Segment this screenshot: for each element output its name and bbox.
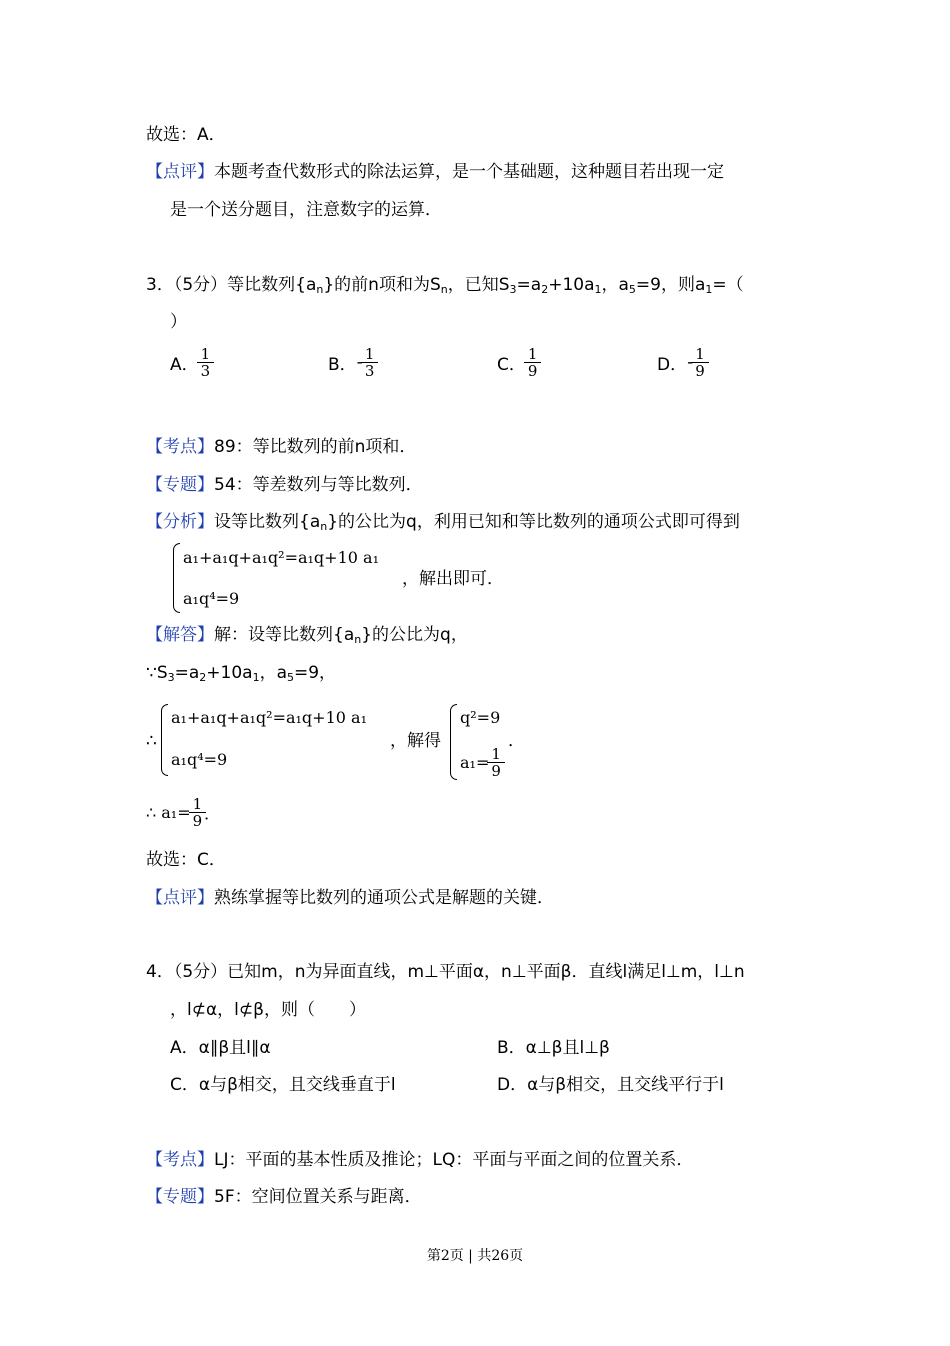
q3-stem-a: 3．（5分）等比数列{a xyxy=(146,275,317,295)
jieda-text-a: 解：设等比数列{a xyxy=(214,625,355,645)
q4-zhuanti xyxy=(146,1186,422,1208)
q4-option-a: A．α∥β且l∥α xyxy=(170,1038,271,1058)
q3-option-d xyxy=(657,346,707,379)
kaodian-tag: 【考点】 xyxy=(146,437,214,457)
review-tag: 【点评】 xyxy=(146,888,214,908)
q3-stem-b: }的前n项和为S xyxy=(323,275,441,295)
option-label: A． xyxy=(170,355,199,375)
q3-review xyxy=(146,887,554,909)
q3-stem-d: =a xyxy=(516,275,542,295)
q3-paren-close: ） xyxy=(170,312,187,332)
because-e: =9， xyxy=(294,663,337,683)
q3-fenxi xyxy=(146,511,740,538)
zhuanti-text: 54：等差数列与等比数列． xyxy=(214,475,423,495)
fraction-denominator: 3 xyxy=(200,362,211,380)
fraction-denominator: 9 xyxy=(527,362,538,380)
q3-because xyxy=(146,662,336,689)
q4-option-d: D．α与β相交，且交线平行于l xyxy=(497,1075,724,1095)
result-row2 xyxy=(460,746,503,779)
result-fraction xyxy=(489,746,503,779)
system-brace xyxy=(173,543,180,613)
option-sign: - xyxy=(687,352,694,373)
review-tag: 【点评】 xyxy=(146,162,214,182)
q3-sub: 1 xyxy=(705,283,713,296)
final-fraction xyxy=(191,796,205,829)
because-b: =a xyxy=(174,663,200,683)
fraction-denominator: 9 xyxy=(192,812,203,830)
system-brace xyxy=(161,704,168,776)
fraction-numerator: 1 xyxy=(695,345,705,363)
q3-zhuanti xyxy=(146,474,423,496)
jieda-sub: n xyxy=(354,633,362,646)
q3-jieda xyxy=(146,624,468,651)
because-sub: 3 xyxy=(167,671,175,684)
result-brace xyxy=(450,704,457,780)
final-lhs: ∴ a₁= xyxy=(146,803,191,822)
because-sub: 1 xyxy=(252,671,260,684)
solve-text: ，解得 xyxy=(390,731,441,751)
q3-sub: n xyxy=(440,283,448,296)
zhuanti-tag: 【专题】 xyxy=(146,475,214,495)
q3-sub: 5 xyxy=(628,283,636,296)
solve-system-row1: a₁+a₁q+a₁q²=a₁q+10 a₁ xyxy=(171,708,367,727)
because-c: +10a xyxy=(206,663,253,683)
q3-stem-c: ，已知S xyxy=(447,275,510,295)
because-sub: 2 xyxy=(199,671,207,684)
fenxi-system-row2: a₁q⁴=9 xyxy=(183,589,240,608)
option-fraction xyxy=(363,346,377,379)
q3-option-b xyxy=(328,346,376,379)
q3-sub: 2 xyxy=(541,283,549,296)
option-label: D． xyxy=(657,355,688,375)
because-sub: 5 xyxy=(287,671,294,684)
option-fraction xyxy=(199,346,213,379)
fenxi-text-b: }的公比为q，利用已知和等比数列的通项公式即可得到 xyxy=(327,512,740,532)
solve-system-row2: a₁q⁴=9 xyxy=(171,750,228,769)
prev-answer: 故选：A． xyxy=(146,125,226,145)
option-label: C． xyxy=(497,355,526,375)
result-lhs: a₁= xyxy=(460,753,490,772)
q3-sub: 3 xyxy=(509,283,517,296)
option-label: B． xyxy=(328,355,357,375)
q3-kaodian xyxy=(146,436,416,458)
prev-review-line1 xyxy=(146,161,724,183)
kaodian-text: LJ：平面的基本性质及推论；LQ：平面与平面之间的位置关系． xyxy=(214,1150,694,1170)
zhuanti-text: 5F：空间位置关系与距离． xyxy=(214,1187,422,1207)
jieda-tag: 【解答】 xyxy=(146,625,214,645)
therefore-symbol: ∴ xyxy=(146,731,157,751)
final-dot: ． xyxy=(204,804,221,823)
q3-stem-f: ，a xyxy=(601,275,629,295)
option-sign: - xyxy=(356,352,363,373)
fraction-denominator: 3 xyxy=(364,362,375,380)
q3-stem-h: =（ xyxy=(712,275,744,295)
fenxi-end: ，解出即可． xyxy=(402,569,504,589)
q3-option-a xyxy=(170,346,212,379)
q4-stem-line2: ，l⊄α，l⊄β，则（ ） xyxy=(170,1000,366,1020)
because-d: ，a xyxy=(259,663,287,683)
q4-stem-line1: 4．（5分）已知m，n为异面直线，m⊥平面α，n⊥平面β．直线l满足l⊥m，l⊥n xyxy=(146,962,745,982)
q3-sub: 1 xyxy=(594,283,602,296)
q4-kaodian xyxy=(146,1149,693,1171)
page-footer: 第2页 | 共26页 xyxy=(426,1248,524,1264)
fenxi-text-a: 设等比数列{a xyxy=(214,512,321,532)
final-result xyxy=(146,796,220,829)
fraction-numerator: 1 xyxy=(192,795,203,813)
q3-answer: 故选：C． xyxy=(146,850,226,870)
fraction-denominator: 9 xyxy=(695,362,705,380)
kaodian-text: 89：等比数列的前n项和． xyxy=(214,437,417,457)
because-a: ∵S xyxy=(146,663,168,683)
q4-option-c: C．α与β相交，且交线垂直于l xyxy=(170,1075,396,1095)
zhuanti-tag: 【专题】 xyxy=(146,1187,214,1207)
q3-stem-e: +10a xyxy=(548,275,595,295)
fraction-numerator: 1 xyxy=(527,345,538,363)
kaodian-tag: 【考点】 xyxy=(146,1150,214,1170)
jieda-text-b: }的公比为q， xyxy=(361,625,468,645)
fenxi-tag: 【分析】 xyxy=(146,512,214,532)
fraction-numerator: 1 xyxy=(364,345,375,363)
fraction-denominator: 9 xyxy=(491,762,501,780)
q4-option-b: B．α⊥β且l⊥β xyxy=(497,1038,610,1058)
result-row1: q²=9 xyxy=(460,708,501,727)
fenxi-system-row1: a₁+a₁q+a₁q²=a₁q+10 a₁ xyxy=(183,548,379,567)
option-fraction xyxy=(693,346,707,379)
review-text-1: 本题考查代数形式的除法运算，是一个基础题，这种题目若出现一定 xyxy=(214,162,724,182)
fraction-numerator: 1 xyxy=(491,745,501,763)
review-text: 熟练掌握等比数列的通项公式是解题的关键． xyxy=(214,888,554,908)
q3-stem-g: =9，则a xyxy=(635,275,706,295)
q3-stem xyxy=(146,274,744,301)
option-fraction xyxy=(526,346,540,379)
q3-option-c xyxy=(497,346,539,379)
fraction-numerator: 1 xyxy=(200,345,211,363)
q3-sub: n xyxy=(316,283,324,296)
result-dot: ． xyxy=(508,731,525,751)
fenxi-sub: n xyxy=(320,520,328,533)
prev-review-line2: 是一个送分题目，注意数字的运算． xyxy=(170,200,442,220)
